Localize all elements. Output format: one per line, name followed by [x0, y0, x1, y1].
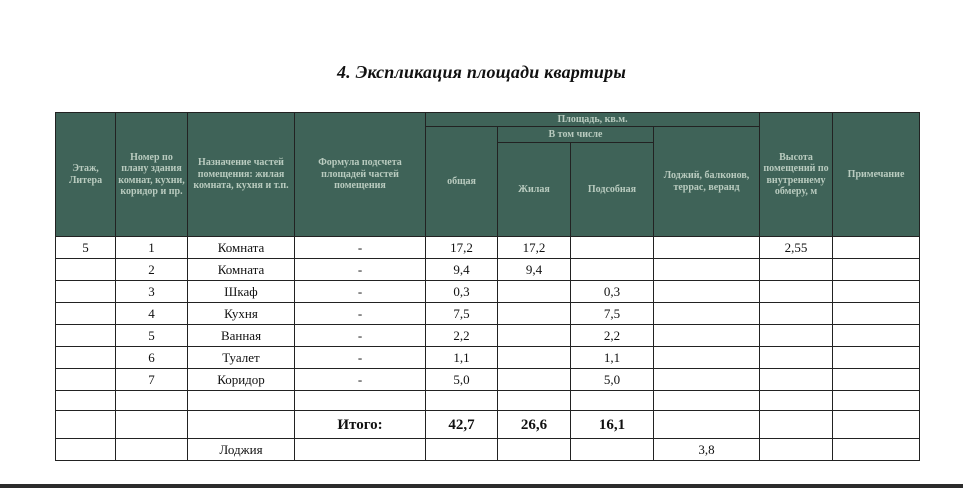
cell-room-number: 1	[116, 237, 188, 259]
cell-height	[760, 325, 833, 347]
table-header	[56, 113, 920, 237]
totals-label: Итого:	[295, 411, 426, 439]
cell-living-area	[498, 369, 571, 391]
empty-cell	[571, 391, 654, 411]
cell-room-number: 6	[116, 347, 188, 369]
cell-auxiliary-area: 0,3	[571, 281, 654, 303]
cell-room-name: Шкаф	[188, 281, 295, 303]
cell-room-name: Комната	[188, 259, 295, 281]
empty-cell	[188, 411, 295, 439]
cell-living-area: 17,2	[498, 237, 571, 259]
cell-loggia-area	[654, 369, 760, 391]
cell-room-number: 3	[116, 281, 188, 303]
cell-living-area	[498, 303, 571, 325]
cell-height	[760, 259, 833, 281]
loggia-name: Лоджия	[188, 439, 295, 461]
cell-formula: -	[295, 369, 426, 391]
header-height: Высота помещений по внутреннему обмеру, м	[760, 113, 833, 237]
cell-floor	[56, 281, 116, 303]
cell-auxiliary-area: 2,2	[571, 325, 654, 347]
empty-cell	[188, 391, 295, 411]
cell-loggia-area	[654, 237, 760, 259]
cell-auxiliary-area: 7,5	[571, 303, 654, 325]
table-row	[56, 281, 920, 303]
cell-total-area: 2,2	[426, 325, 498, 347]
scan-bottom-edge	[0, 484, 963, 488]
header-auxiliary-area: Подсобная	[571, 143, 654, 237]
cell-loggia-area	[654, 347, 760, 369]
explication-table-container	[55, 112, 919, 461]
loggia-area: 3,8	[654, 439, 760, 461]
cell-total-area: 1,1	[426, 347, 498, 369]
header-room-number: Номер по плану здания комнат, кухни, коридор и пр.	[116, 113, 188, 237]
cell-height	[760, 303, 833, 325]
cell-note	[833, 259, 920, 281]
header-total-area: общая	[426, 127, 498, 237]
document-title: 4. Экспликация площади квартиры	[336, 62, 627, 82]
cell-formula: -	[295, 303, 426, 325]
cell-living-area	[498, 325, 571, 347]
table-row	[56, 259, 920, 281]
cell-total-area: 5,0	[426, 369, 498, 391]
header-living-area: Жилая	[498, 143, 571, 237]
cell-auxiliary-area	[571, 237, 654, 259]
empty-cell	[116, 411, 188, 439]
cell-formula: -	[295, 325, 426, 347]
cell-auxiliary-area: 1,1	[571, 347, 654, 369]
cell-living-area	[498, 281, 571, 303]
empty-cell	[295, 439, 426, 461]
cell-room-name: Комната	[188, 237, 295, 259]
cell-total-area: 7,5	[426, 303, 498, 325]
header-purpose: Назначение частей помещения: жилая комната, кухня и т.п.	[188, 113, 295, 237]
table-body	[56, 237, 920, 461]
cell-total-area: 0,3	[426, 281, 498, 303]
table-row	[56, 237, 920, 259]
empty-cell	[116, 391, 188, 411]
cell-room-name: Туалет	[188, 347, 295, 369]
cell-note	[833, 325, 920, 347]
cell-room-name: Ванная	[188, 325, 295, 347]
empty-cell	[760, 439, 833, 461]
table-row	[56, 369, 920, 391]
cell-room-number: 4	[116, 303, 188, 325]
header-area-group: Площадь, кв.м.	[426, 113, 760, 127]
table-row	[56, 303, 920, 325]
totals-living-area: 26,6	[498, 411, 571, 439]
cell-note	[833, 303, 920, 325]
empty-cell	[833, 391, 920, 411]
empty-cell	[571, 439, 654, 461]
header-loggias: Лоджий, балконов, террас, веранд	[654, 127, 760, 237]
cell-height	[760, 369, 833, 391]
explication-table	[55, 112, 920, 461]
loggia-row	[56, 439, 920, 461]
cell-total-area: 17,2	[426, 237, 498, 259]
cell-floor	[56, 347, 116, 369]
empty-cell	[498, 439, 571, 461]
header-formula: Формула подсчета площадей частей помещения	[295, 113, 426, 237]
empty-cell	[833, 411, 920, 439]
empty-cell	[56, 411, 116, 439]
cell-formula: -	[295, 347, 426, 369]
empty-cell	[295, 391, 426, 411]
cell-room-number: 7	[116, 369, 188, 391]
empty-cell	[426, 439, 498, 461]
cell-auxiliary-area	[571, 259, 654, 281]
cell-height: 2,55	[760, 237, 833, 259]
empty-cell	[760, 411, 833, 439]
cell-floor: 5	[56, 237, 116, 259]
table-row	[56, 325, 920, 347]
cell-loggia-area	[654, 281, 760, 303]
empty-cell	[654, 391, 760, 411]
cell-loggia-area	[654, 303, 760, 325]
totals-auxiliary-area: 16,1	[571, 411, 654, 439]
cell-room-name: Кухня	[188, 303, 295, 325]
cell-living-area	[498, 347, 571, 369]
cell-total-area: 9,4	[426, 259, 498, 281]
empty-cell	[426, 391, 498, 411]
empty-cell	[116, 439, 188, 461]
cell-living-area: 9,4	[498, 259, 571, 281]
cell-loggia-area	[654, 325, 760, 347]
cell-formula: -	[295, 281, 426, 303]
totals-row	[56, 411, 920, 439]
header-floor: Этаж, Литера	[56, 113, 116, 237]
cell-note	[833, 237, 920, 259]
empty-cell	[56, 439, 116, 461]
table-row	[56, 347, 920, 369]
cell-room-name: Коридор	[188, 369, 295, 391]
cell-height	[760, 281, 833, 303]
cell-note	[833, 347, 920, 369]
cell-floor	[56, 303, 116, 325]
empty-row	[56, 391, 920, 411]
cell-floor	[56, 369, 116, 391]
cell-note	[833, 369, 920, 391]
cell-room-number: 2	[116, 259, 188, 281]
cell-room-number: 5	[116, 325, 188, 347]
totals-total-area: 42,7	[426, 411, 498, 439]
empty-cell	[654, 411, 760, 439]
cell-loggia-area	[654, 259, 760, 281]
cell-formula: -	[295, 237, 426, 259]
cell-formula: -	[295, 259, 426, 281]
cell-height	[760, 347, 833, 369]
header-notes: Примечание	[833, 113, 920, 237]
empty-cell	[498, 391, 571, 411]
cell-floor	[56, 259, 116, 281]
empty-cell	[833, 439, 920, 461]
empty-cell	[56, 391, 116, 411]
empty-cell	[760, 391, 833, 411]
header-including: В том числе	[498, 127, 654, 143]
cell-floor	[56, 325, 116, 347]
cell-auxiliary-area: 5,0	[571, 369, 654, 391]
cell-note	[833, 281, 920, 303]
